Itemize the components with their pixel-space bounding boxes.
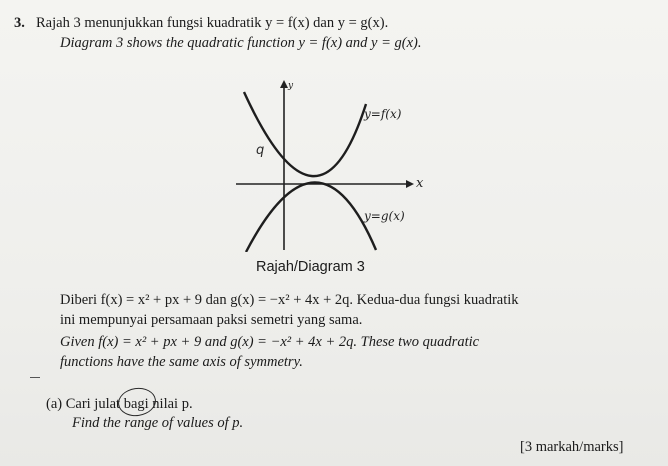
x-axis-arrow xyxy=(406,180,414,188)
handwritten-note: q xyxy=(256,143,265,158)
label-x: x xyxy=(416,176,424,191)
y-axis-arrow xyxy=(280,80,288,88)
curve-f xyxy=(244,92,366,176)
diagram-caption: Rajah/Diagram 3 xyxy=(256,259,365,275)
question-intro-english: Diagram 3 shows the quadratic function y = f(x) and y = g(x). xyxy=(60,35,422,51)
quadratic-diagram xyxy=(226,74,436,252)
margin-mark xyxy=(30,377,40,378)
question-number: 3. xyxy=(14,15,25,31)
part-a-english: Find the range of values of p. xyxy=(72,415,244,431)
given-malay-line1: Diberi f(x) = x² + px + 9 dan g(x) = −x² + 4x + 2q. Kedua-dua fungsi kuadratik xyxy=(60,292,519,308)
given-english-line1: Given f(x) = x² + px + 9 and g(x) = −x² + 4x + 2q. These two quadratic xyxy=(60,334,480,350)
label-g: y=g(x) xyxy=(364,209,405,223)
given-english-line2: functions have the same axis of symmetry. xyxy=(60,354,303,370)
label-f: y=f(x) xyxy=(364,107,402,121)
marks-allocation: [3 markah/marks] xyxy=(520,439,624,455)
given-malay-line2: ini mempunyai persamaan paksi semetri yang sama. xyxy=(60,312,363,328)
part-a-malay: (a) Cari julat bagi nilai p. xyxy=(46,396,193,412)
label-y: y xyxy=(288,81,294,91)
curve-g xyxy=(246,182,376,252)
question-intro-malay: Rajah 3 menunjukkan fungsi kuadratik y = f(x) dan y = g(x). xyxy=(36,15,389,31)
